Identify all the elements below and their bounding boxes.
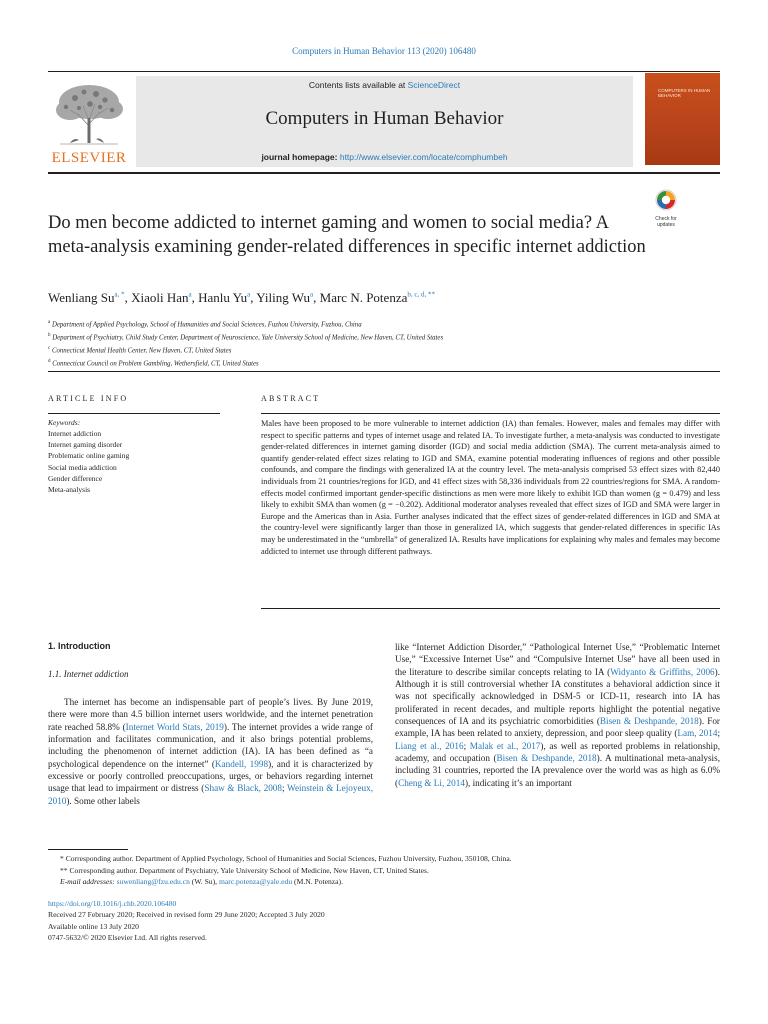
author-name[interactable]: Marc N. Potenza	[319, 290, 408, 305]
keyword-item: Social media addiction	[48, 462, 117, 472]
journal-homepage-line	[136, 152, 633, 162]
section-heading-introduction: 1. Introduction	[48, 641, 111, 651]
journal-homepage-link[interactable]: http://www.elsevier.com/locate/comphumbeh	[339, 152, 508, 162]
keyword-item: Gender difference	[48, 473, 103, 483]
keyword-item: Internet addiction	[48, 429, 102, 438]
elsevier-tree-logo	[50, 80, 128, 146]
contents-available-line	[136, 80, 633, 90]
author-superscript[interactable]: a, *	[114, 290, 125, 299]
author-name[interactable]: Xiaoli Han	[131, 290, 189, 305]
author-separator: ,	[124, 290, 132, 305]
email-addresses: E-mail addresses: suwenliang@fzu.edu.cn (W. Su), marc.potenza@yale.edu (M.N. Potenza).	[60, 877, 343, 887]
keyword-item: Meta-analysis	[48, 485, 91, 495]
author-superscript[interactable]: b, c, d, **	[407, 290, 435, 299]
contents-prefix: Contents lists available at	[308, 80, 408, 90]
citation-link[interactable]: Shaw & Black, 2008	[204, 783, 282, 794]
doi-link[interactable]: https://doi.org/10.1016/j.chb.2020.106480	[48, 899, 177, 908]
citation-link[interactable]: Liang et al., 2016	[395, 740, 464, 751]
corresponding-author-note-2: ** Corresponding author. Department of Psychiatry, Yale University School of Medicine, New Haven, CT, United States.	[60, 865, 429, 875]
sciencedirect-link[interactable]: ScienceDirect	[407, 80, 461, 90]
article-info-rule	[48, 413, 220, 414]
author-separator: ,	[250, 290, 257, 305]
footnote-rule	[48, 849, 128, 850]
author-separator: ,	[191, 290, 199, 305]
citation-link[interactable]: Bisen & Deshpande, 2018	[599, 716, 699, 727]
copyright-line: 0747-5632/© 2020 Elsevier Ltd. All rights reserved.	[48, 933, 207, 943]
journal-cover-title: COMPUTERS IN HUMAN BEHAVIOR	[658, 88, 711, 98]
received-dates: Received 27 February 2020; Received in revised form 29 June 2020; Accepted 3 July 2020	[48, 910, 325, 920]
author-name[interactable]: Yiling Wu	[256, 290, 311, 305]
citation-link[interactable]: Malak et al., 2017	[469, 740, 541, 751]
homepage-prefix: journal homepage:	[261, 152, 340, 162]
author-superscript[interactable]: a	[247, 290, 251, 299]
check-for-updates-badge[interactable]	[649, 188, 683, 230]
header-top-rule	[48, 71, 720, 72]
author-name[interactable]: Wenliang Su	[48, 290, 115, 305]
author-superscript[interactable]: a	[188, 290, 192, 299]
citation-link[interactable]: Kandell, 1998	[214, 758, 269, 769]
author-separator: ,	[313, 290, 320, 305]
citation-link[interactable]: Weinstein & Lejoyeux, 2010	[48, 783, 374, 806]
subsection-heading-internet-addiction: 1.1. Internet addiction	[48, 669, 129, 679]
citation-link[interactable]: Widyanto & Griffiths, 2006	[610, 666, 715, 677]
citation-link[interactable]: Internet World Stats, 2019	[125, 721, 224, 732]
abstract-text: Males have been proposed to be more vulnerable to internet addiction (IA) than females. However, males and females may differ with respect to specific patterns and types of internet usage and related IA. To investigate further, a meta-analysis was conducted to investigate gender-related differences in internet gaming disorder (IGD) and social media addiction (SMA). The current meta-analysis aimed to quantify gender-related effect sizes relating to IGD and SMA, examine potential moderating influences of regions and other possible confounds, and compare the findings with generalized IA at the country level. The meta-analysis comprised 53 effect sizes with 82,440 individuals from 21 countries/regions for IGD, and 41 effect sizes with 58,336 individuals from 22 countries/regions for SMA. A random-effects model confirmed important gender-specific distinctions as men were more likely to exhibit IGD than women (g = 0.479) and less likely to exhibit SMA than women (g = −0.202). Additional moderator analyses revealed that effect sizes of IGD and SMA were larger in Europe and the Americas than in Asia. Further analyses indicated that the effect sizes of gender-related differences in IGD and SMA at the country-level were significantly larger than those in generalized IA, which suggests that gender-related differences in specific IAs may be underestimated in the “umbrella” of generalized IA. Results have implications for explaining why males and females may become addicted to internet use through different pathways.	[261, 419, 720, 556]
affiliation-item: $^a$ Department of Applied Psychology, School of Humanities and Social Sciences, Fuzhou University, Fuzhou, China	[48, 320, 362, 329]
email-link[interactable]: suwenliang@fzu.edu.cn	[116, 877, 190, 887]
available-online-date: Available online 13 July 2020	[48, 921, 139, 931]
abstract-heading: ABSTRACT	[261, 394, 321, 403]
keywords-label: Keywords:	[48, 418, 81, 427]
abstract-rule	[261, 413, 720, 414]
affiliations-rule	[48, 371, 720, 372]
keyword-item: Internet gaming disorder	[48, 440, 123, 450]
elsevier-wordmark[interactable]: ELSEVIER	[51, 150, 127, 166]
footnotes	[48, 853, 720, 888]
citation-link[interactable]: Bisen & Deshpande, 2018	[496, 753, 597, 764]
article-info-heading: ARTICLE INFO	[48, 394, 129, 403]
corresponding-author-note-1: * Corresponding author. Department of Applied Psychology, School of Humanities and Social Sciences, Fuzhou University, Fuzhou, 350108, China.	[60, 854, 512, 863]
running-head[interactable]: Computers in Human Behavior 113 (2020) 106480	[292, 46, 476, 56]
affiliation-item: $^d$ Connecticut Council on Problem Gambling, Wethersfield, CT, United States	[48, 358, 259, 367]
author-superscript[interactable]: a	[310, 290, 314, 299]
email-link[interactable]: marc.potenza@yale.edu	[218, 877, 293, 887]
affiliations	[48, 318, 720, 369]
body-left-column: The internet has become an indispensable part of people’s lives. By June 2019, there were more than 4.5 billion internet users worldwide, and the internet penetration rate reached 58.8% (Internet World Stats, 2019). The internet provides a wide range of information and facilitates communication, and it also brings potential problems, including the phenomenon of internet addiction (IA). IA has been defined as “a psychological dependence on the internet” (Kandell, 1998), and it is characterized by excessive or poorly controlled preoccupations, urges, or behaviors regarding internet usage that lead to impairment or distress (Shaw & Black, 2008; Weinstein & Lejoyeux, 2010). Some other labels	[48, 697, 374, 806]
keywords-list	[48, 428, 220, 495]
citation-link[interactable]: Cheng & Li, 2014	[398, 777, 465, 788]
body-right-column: like “Internet Addiction Disorder,” “Pathological Internet Use,” “Problematic Internet Use,” “Excessive Internet Use” and “Compulsive Internet Use” have all been used in the literature to describe similar concepts relating to IA (Widyanto & Griffiths, 2006). Although it is still controversial whether IA constitutes a behavioral addiction since it was not specifically acknowledged in DSM-5 or ICD-11, research into IA has proliferated in recent decades, and multiple reports highlight the potential negative consequences of IA and its psychiatric comorbidities (Bisen & Deshpande, 2018). For example, IA has been related to anxiety, depression, and poor sleep quality (Lam, 2014; Liang et al., 2016; Malak et al., 2017), as well as reported problems in relationship, academy, and occupation (Bisen & Deshpande, 2018). A multinational meta-analysis, including 31 countries, reported the IA prevalence over the world was as high as 6.0% (Cheng & Li, 2014), indicating it’s an important	[395, 642, 721, 788]
check-updates-label-1: Check for	[655, 216, 677, 222]
affiliation-item: $^b$ Department of Psychiatry, Child Study Center, Department of Neuroscience, Yale University School of Medicine, New Haven, CT, United States	[48, 332, 444, 342]
header-bottom-rule	[48, 172, 720, 174]
abstract-bottom-rule	[261, 608, 720, 609]
author-name[interactable]: Hanlu Yu	[198, 290, 248, 305]
citation-link[interactable]: Lam, 2014	[677, 728, 718, 739]
journal-cover-thumbnail[interactable]	[645, 73, 720, 165]
affiliation-item: $^c$ Connecticut Mental Health Center, New Haven, CT, United States	[48, 345, 232, 354]
check-updates-label-2: updates	[657, 222, 675, 228]
author-list	[48, 290, 720, 306]
keyword-item: Problematic online gaming	[48, 451, 130, 461]
journal-name[interactable]: Computers in Human Behavior	[265, 108, 504, 129]
publication-info	[48, 898, 720, 944]
article-title: Do men become addicted to internet gaming and women to social media? A meta-analysis examining gender-related differences in specific internet addiction	[48, 213, 646, 257]
